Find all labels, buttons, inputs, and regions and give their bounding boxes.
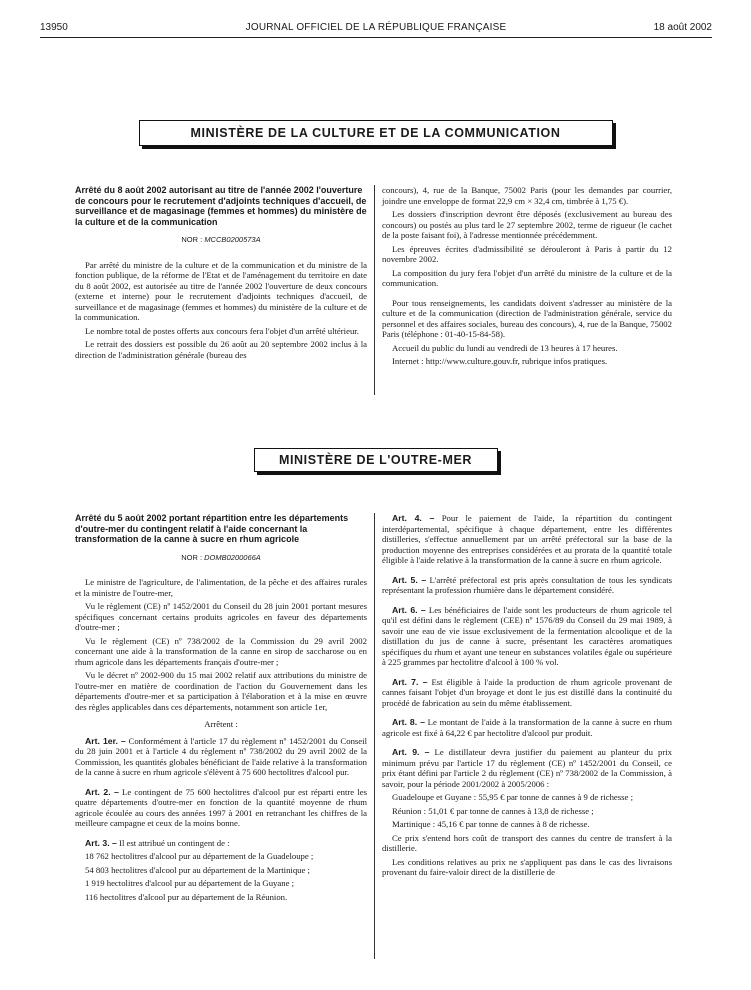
list-item: 18 762 hectolitres d'alcool pur au département de la Guadeloupe ; <box>85 851 314 862</box>
nor-code: MCCB0200573A <box>204 235 261 245</box>
arretent: Arrêtent : <box>204 719 238 730</box>
article-label: Art. 8. – <box>392 717 425 727</box>
paragraph: Accueil du public du lundi au vendredi de 13 heures à 17 heures. <box>392 342 618 353</box>
article-6 <box>382 605 672 668</box>
article-label: Art. 3. – <box>85 837 117 848</box>
paragraph: Vu le règlement (CE) nº 1452/2001 du Conseil du 28 juin 2001 portant mesures spécifiques concernant certains produits agricoles en faveur des départements d'outre-mer ; <box>75 601 367 633</box>
nor-label: NOR : <box>181 552 205 562</box>
paragraph: Le retrait des dossiers est possible du 26 août au 20 septembre 2002 inclus à la direction de l'administration générale (bureau des <box>75 339 367 360</box>
nor-reference <box>75 235 367 246</box>
price-item: Martinique : 45,16 € par tonne de cannes à 8 de richesse. <box>392 819 590 829</box>
column-divider <box>374 513 375 959</box>
list-item: 1 919 hectolitres d'alcool pur au département de la Guyane ; <box>85 878 295 889</box>
paragraph: concours), 4, rue de la Banque, 75002 Paris (pour les demandes par courrier, joindre une enveloppe de format 22,9 cm × 32,4 cm, timbrée à 1,75 €). <box>382 185 672 206</box>
article-label: Art. 9. – <box>392 747 430 757</box>
section1-right-column <box>382 185 672 370</box>
article-text: Il est attribué un contingent de : <box>116 837 230 848</box>
journal-title: JOURNAL OFFICIEL DE LA RÉPUBLIQUE FRANÇAISE <box>245 22 507 33</box>
article-title: Arrêté du 8 août 2002 autorisant au titre de l'année 2002 l'ouverture de concours pour le recrutement d'adjoints techniques d'accueil, de surveillance et de magasinage (femmes et hommes) du ministère de la culture et de la communication <box>75 185 367 227</box>
article-5 <box>382 575 672 596</box>
article-text: Le montant de l'aide à la transformation de la canne à sucre en rhum agricole est fixé à 64,22 € par hectolitre d'alcool pur produit. <box>382 717 672 738</box>
article-text: L'arrêté préfectoral est pris après consultation de tous les syndicats représentant la profession rhumière dans le département considéré. <box>382 574 672 595</box>
paragraph: Pour tous renseignements, les candidats doivent s'adresser au ministère de la culture et de la communication (direction de l'administration générale, service du personnel et des affaires sociales, bureau des concours), 4, rue de la Banque, 75002 Paris (téléphone : 01-40-15-84-58). <box>382 297 672 339</box>
article-label: Art. 6. – <box>392 604 426 615</box>
article-text: Le contingent de 75 600 hectolitres d'alcool pur est réparti entre les quatre départements d'outre-mer en fonction de la quantité moyenne de rhum agricole écoulée au cours des années 1997 à 2001 en retranchant les chiffres de la meilleure campagne et ceux de la moins bonne. <box>75 786 367 829</box>
paragraph: Le nombre total de postes offerts aux concours fera l'objet d'un arrêté ultérieur. <box>85 325 359 336</box>
paragraph: Les épreuves écrites d'admissibilité se dérouleront à Paris à partir du 12 novembre 2002. <box>382 243 672 264</box>
paragraph: Internet : http://www.culture.gouv.fr, rubrique infos pratiques. <box>392 356 608 366</box>
section2-left-column <box>75 513 367 905</box>
list-item: 116 hectolitres d'alcool pur au département de la Réunion. <box>85 891 288 902</box>
paragraph: Le ministre de l'agriculture, de l'alimentation, de la pêche et des affaires rurales et la ministre de l'outre-mer, <box>75 577 367 598</box>
nor-code: DOMB0200066A <box>204 552 261 562</box>
price-item: Réunion : 51,01 € par tonne de cannes à 13,8 de richesse ; <box>392 805 594 816</box>
article-label: Art. 7. – <box>392 676 428 687</box>
paragraph: Les conditions relatives au prix ne s'appliquent pas dans le cas des livraisons provenant du faire-valoir direct de la distillerie de <box>382 856 672 877</box>
price-item: Guadeloupe et Guyane : 55,95 € par tonne de cannes à 9 de richesse ; <box>392 792 633 802</box>
nor-reference <box>75 553 367 564</box>
article-text: Conformément à l'article 17 du règlement nº 1452/2001 du Conseil du 28 juin 2001 et à l'article 4 du règlement nº 738/2002 du 29 avril 2002 de la Commission, les quantités globales bénéficiant de l'aide relative à la transformation de la canne à sucre en rhum agricole s'élèvent à 75 600 hectolitres d'alcool pur. <box>75 735 367 778</box>
article-8 <box>382 717 672 738</box>
article-label: Art. 5. – <box>392 574 427 585</box>
article-label: Art. 4. – <box>392 513 435 523</box>
article-2 <box>75 787 367 829</box>
paragraph: Les dossiers d'inscription devront être déposés (exclusivement au bureau des concours) ou postés au plus tard le 27 septembre 2002, terme de rigueur (le cachet de la poste faisant foi), à l'adresse mentionnée précédemment. <box>382 209 672 240</box>
article-1 <box>75 736 367 778</box>
article-text: Le distillateur devra justifier du paiement au planteur du prix minimum prévu par l'article 17 du règlement (CE) nº 1452/2001 du Conseil, ce prix étant défini par l'article 2 du règlement (CE) nº 738/2002 de la Commission, à savoir, pour la période 2001/2002 à 2005/2006 : <box>382 747 672 789</box>
column-divider <box>374 185 375 395</box>
article-label: Art. 1er. – <box>85 735 126 746</box>
article-3 <box>75 838 367 849</box>
article-9 <box>382 747 672 789</box>
page-number: 13950 <box>40 22 68 33</box>
paragraph: Ce prix s'entend hors coût de transport des cannes du centre de transfert à la distillerie. <box>382 832 672 853</box>
ministry-heading-outre-mer: MINISTÈRE DE L'OUTRE-MER <box>254 448 498 472</box>
article-7 <box>382 677 672 709</box>
nor-label: NOR : <box>181 235 205 245</box>
section1-left-column <box>75 185 367 363</box>
section2-right-column <box>382 513 672 881</box>
paragraph: Vu le règlement (CE) nº 738/2002 de la Commission du 29 avril 2002 concernant une aide à la transformation de la canne en sirop de saccharose ou en rhum agricole dans les départements français d'outre-mer ; <box>75 635 367 667</box>
ministry-heading-culture: MINISTÈRE DE LA CULTURE ET DE LA COMMUNICATION <box>139 120 613 146</box>
article-title: Arrêté du 5 août 2002 portant répartition entre les départements d'outre-mer du contingent relatif à l'aide concernant la transformation de la canne à sucre en rhum agricole <box>75 513 349 545</box>
paragraph: Par arrêté du ministre de la culture et de la communication et du ministre de la fonction publique, de la réforme de l'Etat et de l'aménagement du territoire en date du 8 août 2002, est autorisée au titre de l'année 2002 l'ouverture de deux concours (externe et interne) pour le recrutement d'adjoints techniques d'accueil, de surveillance et de magasinage (femmes et hommes) du ministère de la culture et de la communication. <box>75 259 367 323</box>
article-text: Les bénéficiaires de l'aide sont les producteurs de rhum agricole tel qu'il est défini dans le règlement (CEE) nº 1576/89 du Conseil du 29 mai 1989, à savoir une eau de vie issue exclusivement de la fermentation alcoolique et de la distillation du jus de canne à sucre, présentant les caractères aromatiques spécifiques du rhum et ayant une teneur en substances volatiles égale ou supérieure à 225 grammes par hectolitre d'alcool à 100 % vol. <box>382 604 672 667</box>
article-text: Pour le paiement de l'aide, la répartition du contingent interdépartemental, spécifique à chaque département, entre les différentes distilleries, s'effectue annuellement par un arrêté préfectoral sur la base de la production moyenne des entreprises considérées et au prorata de la quantité totale éligible à l'aide relative à la transformation de la canne à sucre en rhum agricole. <box>382 513 672 565</box>
issue-date: 18 août 2002 <box>653 22 712 33</box>
article-label: Art. 2. – <box>85 786 119 797</box>
header-rule <box>40 37 712 38</box>
list-item: 54 803 hectolitres d'alcool pur au département de la Martinique ; <box>85 864 310 875</box>
paragraph: Vu le décret nº 2002-900 du 15 mai 2002 relatif aux attributions du ministre de l'outre-mer en matière de coordination de l'action du Gouvernement dans les départements d'outre-mer et sa participation à l'élaboration et à la mise en œuvre des règles applicables dans ces départements, notamment son article 1er, <box>75 670 367 712</box>
article-text: Est éligible à l'aide la production de rhum agricole provenant de cannes faisant l'objet d'un broyage et dont le jus est distillé dans la continuité du procédé de fabrication au sein du même établissement. <box>382 676 672 708</box>
article-4 <box>382 513 672 566</box>
paragraph: La composition du jury fera l'objet d'un arrêté du ministre de la culture et de la communication. <box>382 267 672 288</box>
